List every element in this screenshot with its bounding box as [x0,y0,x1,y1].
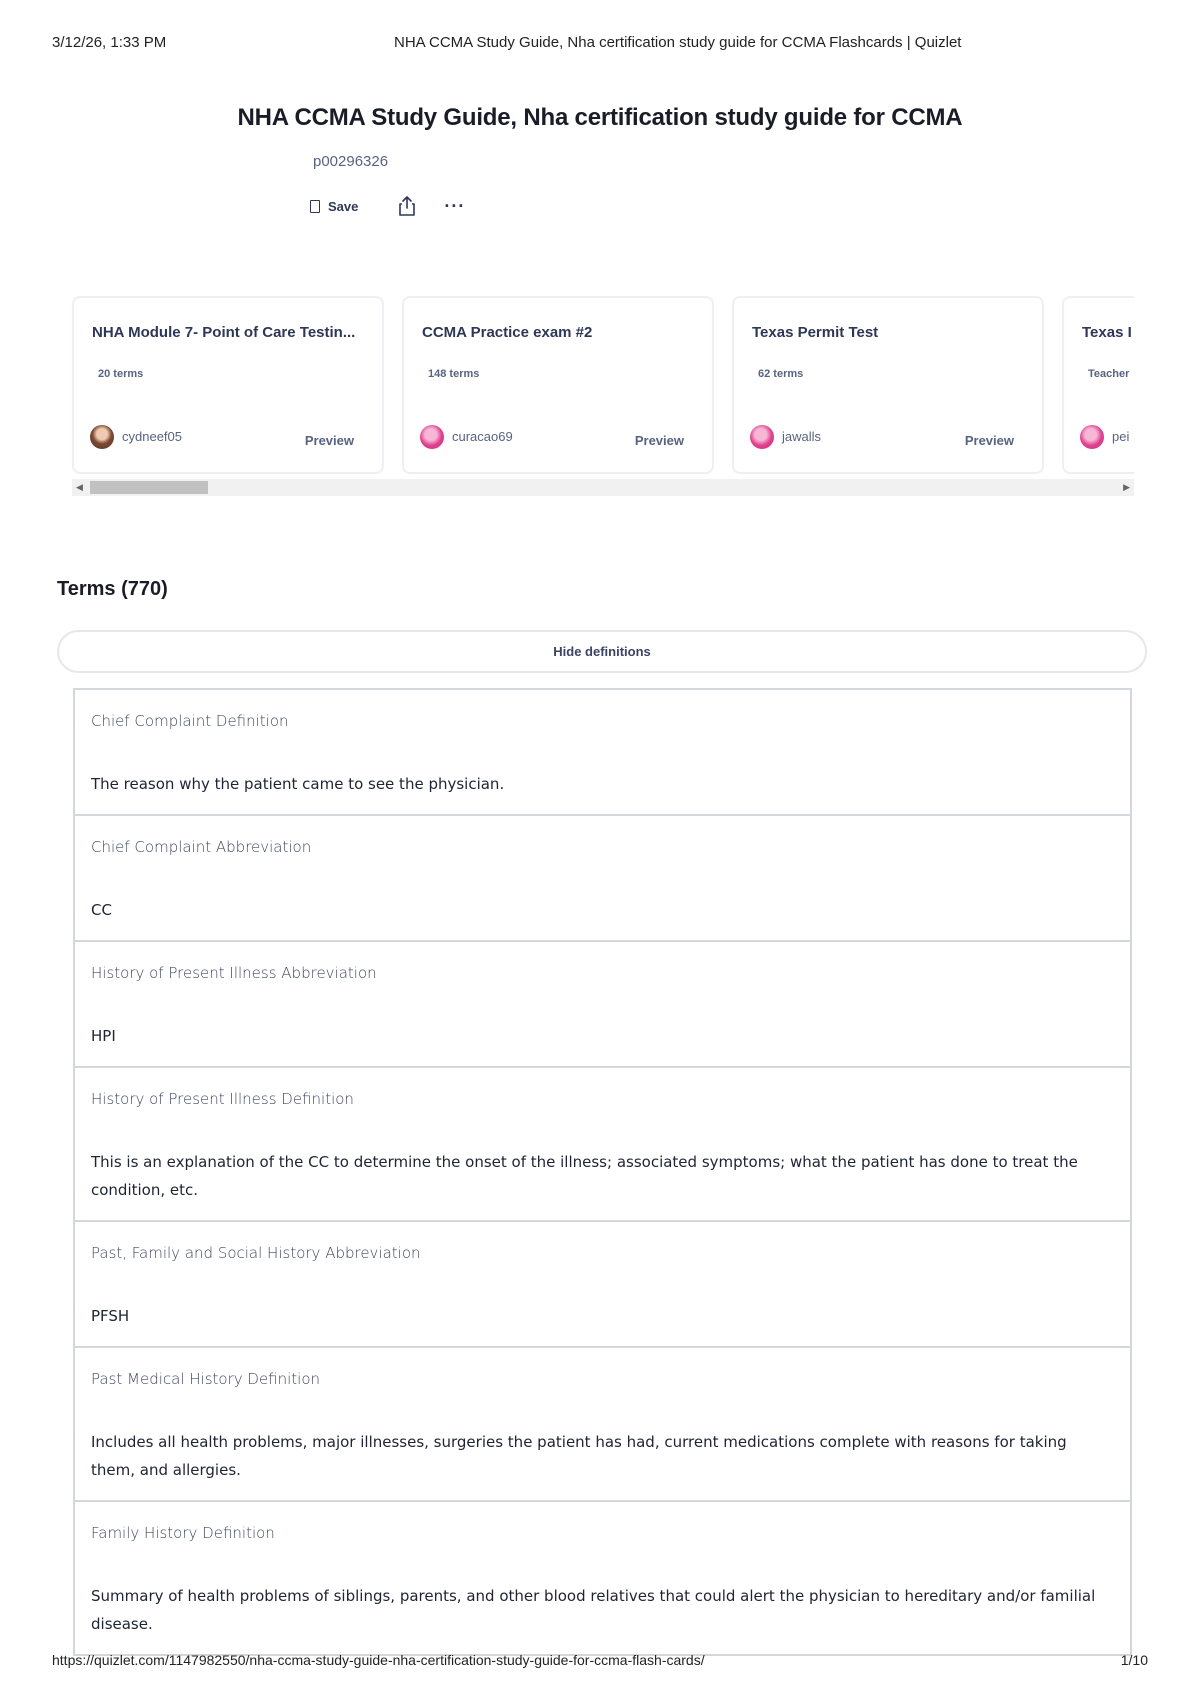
bookmark-icon [310,200,320,213]
set-title: NHA CCMA Study Guide, Nha certification study guide for CCMA [237,104,963,131]
card-title: CCMA Practice exam #2 [422,324,593,341]
card-username[interactable]: curacao69 [452,429,513,444]
avatar [90,425,114,449]
term-row [75,1348,1130,1502]
card-username[interactable]: cydneef05 [122,429,182,444]
share-icon[interactable] [396,195,418,217]
creator-username[interactable]: p00296326 [313,153,389,170]
scroll-right-arrow-icon[interactable]: ▶ [1123,482,1130,492]
term-definition: HPI [91,1027,116,1045]
term-word: Chief Complaint Definition [91,712,289,730]
card-username[interactable]: pei [1112,429,1130,444]
term-row [75,942,1130,1068]
term-word: Chief Complaint Abbreviation [91,838,312,856]
term-definition: This is an explanation of the CC to determine the onset of the illness; associated symptoms; what the patient has done to treat the condition, etc. [91,1153,1078,1199]
card-term-count: 148 terms [428,368,480,380]
terms-heading: Terms (770) [57,578,168,600]
term-row [75,816,1130,942]
card-title: Texas Permit Test [752,324,879,341]
related-set-card[interactable] [1062,296,1134,474]
print-datetime: 3/12/26, 1:33 PM [52,34,167,51]
avatar [750,425,774,449]
term-word: Past Medical History Definition [91,1370,321,1388]
save-button[interactable] [310,199,358,214]
card-username[interactable]: jawalls [782,429,822,444]
term-definition: Summary of health problems of siblings, parents, and other blood relatives that could alert the physician to hereditary and/or familial disease. [91,1587,1096,1633]
term-definition: The reason why the patient came to see the physician. [91,775,505,793]
scroll-left-arrow-icon[interactable]: ◀ [76,482,83,492]
set-actions [310,195,465,217]
term-row [75,690,1130,816]
term-list [73,688,1132,1656]
more-options-icon[interactable]: ··· [444,195,466,216]
preview-button[interactable]: Preview [964,433,1014,448]
related-set-card[interactable] [402,296,714,474]
preview-button[interactable]: Preview [304,433,354,448]
card-term-count: 20 terms [98,368,144,380]
term-word: History of Present Illness Abbreviation [91,964,377,982]
term-word: History of Present Illness Definition [91,1090,354,1108]
preview-button[interactable]: Preview [634,433,684,448]
term-row [75,1068,1130,1222]
related-set-card[interactable] [732,296,1044,474]
term-word: Family History Definition [91,1524,275,1542]
term-definition: PFSH [91,1307,130,1325]
carousel-scrollbar[interactable] [72,479,1134,496]
scrollbar-thumb[interactable] [90,481,208,494]
related-sets-carousel [72,296,1134,496]
print-page-number: 1/10 [1120,1652,1148,1668]
card-title: NHA Module 7- Point of Care Testin... [92,324,356,341]
term-definition: CC [91,901,112,919]
hide-definitions-button[interactable]: Hide definitions [57,630,1147,673]
term-word: Past, Family and Social History Abbreviation [91,1244,421,1262]
avatar [1080,425,1104,449]
term-row [75,1222,1130,1348]
related-set-card[interactable] [72,296,384,474]
term-definition: Includes all health problems, major illnesses, surgeries the patient has had, current medications complete with reasons for taking them, and allergies. [91,1433,1067,1479]
print-page-title: NHA CCMA Study Guide, Nha certification study guide for CCMA Flashcards | Quizlet [394,34,962,51]
save-label: Save [328,198,359,214]
card-title: Texas I [1082,324,1132,341]
print-url: https://quizlet.com/1147982550/nha-ccma-study-guide-nha-certification-study-guide-for-ccma-flash-cards/ [52,1652,705,1668]
term-row [75,1502,1130,1654]
avatar [420,425,444,449]
card-term-count: Teacher [1088,368,1130,380]
card-term-count: 62 terms [758,368,804,380]
